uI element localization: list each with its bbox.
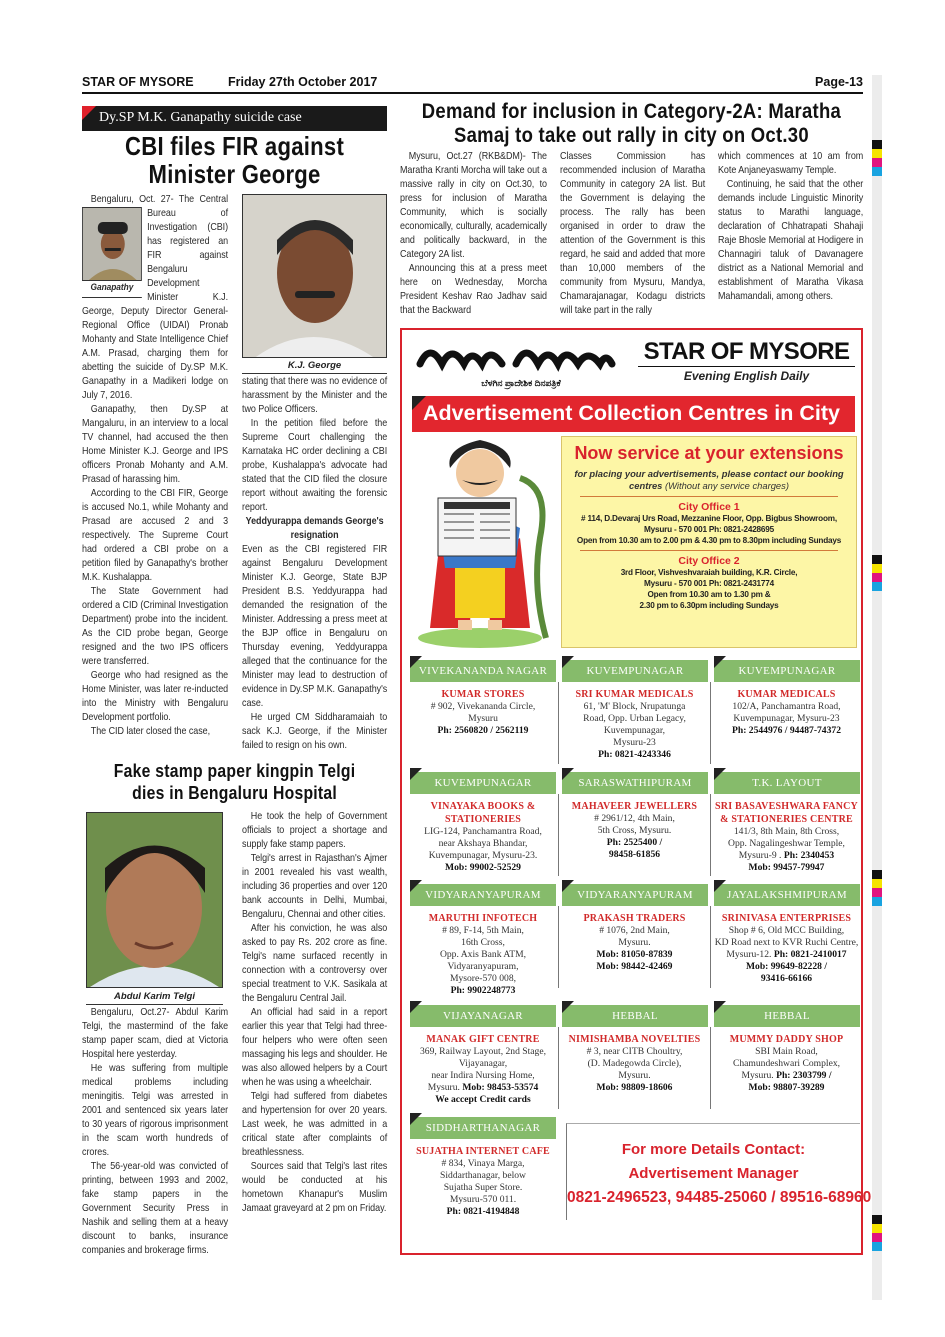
star-of-mysore-logo	[638, 338, 855, 384]
area-name: KUVEMPUNAGAR	[434, 777, 532, 789]
paragraph: Sources said that Telgi's last rites would be conducted at his hometown Khanapur's Muslim Jamaat graveyard at 2 pm on Friday.	[242, 1161, 388, 1214]
area-name: HEBBAL	[612, 1010, 658, 1022]
detail-text: # 2961/12, 4th Main,	[594, 813, 675, 824]
contact-phones: 0821-2496523, 94485-25060 / 89516-68960	[567, 1189, 872, 1206]
centre-detail-line	[713, 862, 860, 874]
centre-detail-line	[713, 961, 860, 973]
centre-detail-line	[713, 1058, 860, 1070]
centre-detail-line	[410, 961, 556, 973]
detail-text: LIG-124, Panchamantra Road,	[424, 826, 542, 837]
office-address-line: 3rd Floor, Vishveshvaraiah building, K.R. Circle,	[620, 568, 798, 577]
detail-text: # 89, F-14, 5th Main,	[442, 925, 524, 936]
centre-detail-line	[410, 1094, 556, 1106]
centre-detail-line	[713, 937, 860, 949]
detail-text: Mysuru-12.	[726, 949, 772, 960]
detail-phone: Ph: 9902248773	[450, 985, 516, 996]
kj-george-photo	[242, 194, 387, 358]
centre-detail-line	[713, 838, 860, 850]
centre-area	[410, 1117, 556, 1139]
detail-phone: Ph: 0821-2410017	[773, 949, 847, 960]
detail-phone: Mob: 98442-42469	[596, 961, 673, 972]
centre-detail-line	[713, 1082, 860, 1094]
office-hours: Open from 10.30 am to 1.30 pm &	[647, 590, 771, 599]
collection-centre	[562, 772, 708, 876]
detail-text: Mysuru-9 .	[738, 850, 782, 861]
photo-caption: Ganapathy	[82, 281, 142, 298]
detail-text: # 834, Vinaya Marga,	[441, 1158, 525, 1169]
mysooru-mithra-logo	[416, 336, 626, 389]
detail-phone: We accept Credit cards	[435, 1094, 531, 1105]
photo-caption: K.J. George	[242, 360, 387, 374]
paragraph: According to the CBI FIR, George is accused No.1, while Mohanty and Prasad are accused 2 and 3 respectively. The Supreme Court had ordered a CBI probe on a petition filed by Ganapathy's brother M.K. Kushalappa.	[82, 488, 229, 583]
centre-name: KUMAR MEDICALS	[737, 689, 836, 700]
paragraph: Telgi had suffered from diabetes and hypertension for over 20 years. Last week, he was admitted in a critical state after complaints of breathlessness.	[242, 1091, 388, 1158]
centre-detail-line	[410, 838, 556, 850]
detail-phone: Ph: 2560820 / 2562119	[437, 725, 529, 736]
centre-detail-line	[713, 1046, 860, 1058]
paragraph: Mysuru, Oct.27 (RKB&DM)- The Maratha Kranti Morcha will take out a massive rally in city on Oct.30, to press for inclusion of Maratha Community, which is socially economically, culturally, academically and politically backward, in the Category 2A list.	[400, 151, 547, 260]
centre-detail-line	[561, 1046, 708, 1058]
centre-area	[562, 1005, 708, 1027]
cbi-column-2	[242, 375, 387, 753]
detail-phone: Ph: 2544976 / 94487-74372	[732, 725, 841, 736]
centre-detail-line	[410, 1194, 556, 1206]
detail-text: Mysuru.	[741, 1070, 774, 1081]
centre-name: PRAKASH TRADERS	[583, 913, 686, 924]
detail-text: SBI Main Road,	[755, 1046, 818, 1057]
detail-text: Siddarthanagar, below	[440, 1170, 526, 1181]
centre-detail-line	[561, 825, 708, 837]
centre-name: KUMAR STORES	[441, 689, 525, 700]
service-notice-box	[561, 436, 857, 648]
detail-text: 61, 'M' Block, Nrupatunga	[583, 701, 686, 712]
telgi-photo-figure	[86, 812, 223, 1005]
telgi-photo	[86, 812, 223, 988]
centre-area	[410, 772, 556, 794]
centre-detail-line	[561, 925, 708, 937]
detail-phone: Mob: 81050-87839	[596, 949, 673, 960]
detail-text: Mysuru.	[427, 1082, 460, 1093]
collection-centre	[410, 1005, 556, 1106]
maratha-column-3	[718, 150, 863, 304]
paragraph: Bengaluru, Oct.27- Abdul Karim Telgi, the mastermind of the fake stamp paper scam, died at Victoria Hospital here yesterday.	[82, 1007, 229, 1060]
service-note: (Without any service charges)	[665, 480, 789, 491]
office-address-line: Mysuru - 570 001 Ph: 0821-2431774	[644, 579, 774, 588]
collection-centres-grid	[410, 660, 872, 1220]
collection-centre	[410, 884, 556, 997]
detail-phone: 93416-66166	[760, 973, 813, 984]
banner-text: Advertisement Collection Centres in City	[423, 401, 840, 425]
detail-text: Opp. Nagalingeshwar Temple,	[728, 838, 845, 849]
centre-area	[562, 660, 708, 682]
detail-text: Opp. Axis Bank ATM,	[439, 949, 527, 960]
centre-detail-line	[410, 862, 556, 874]
centre-detail-line	[561, 961, 708, 973]
centre-detail-line	[410, 701, 556, 713]
paragraph: which commences at 10 am from Kote Anjaneyaswamy Temple.	[718, 151, 864, 176]
detail-text: Vidyaranyapuram,	[447, 961, 519, 972]
centre-detail-line	[410, 1170, 556, 1182]
centre-detail-line	[561, 1058, 708, 1070]
detail-text: Vijayanagar,	[458, 1058, 508, 1069]
logo-text: STAR OF MYSORE	[638, 338, 855, 367]
detail-phone: Ph: 2340453	[783, 850, 835, 861]
centre-name: SRI BASAVESHWARA FANCY & STATIONERIES CENTRE	[715, 801, 858, 825]
paragraph: Bengaluru, Oct. 27- The Central Bureau of Investigation (CBI) has registered an FIR against Bengaluru Development Minister K.J. George, Deputy Director General-Regional Office (UIDAI) Pronab Mohanty and State Intelligence Chief A.M. Prasad, charging them for abetting the suicide of Dy.SP M.K. Ganapathy in a Madikeri lodge on July 7, 2016.	[82, 194, 229, 401]
ad-banner	[412, 396, 855, 432]
collection-centre	[410, 660, 556, 737]
cbi-column-1	[82, 193, 228, 739]
headline-line: CBI files FIR against	[125, 131, 345, 161]
print-registration-strip	[872, 75, 882, 1300]
centre-name: MAHAVEER JEWELLERS	[571, 801, 698, 812]
detail-text: Mysuru	[468, 713, 498, 724]
paragraph: Ganapathy, then Dy.SP at Mangaluru, in an interview to a local TV channel, had accused the then Home Minister K.J. George and IPS officers Pronab Mohanty and A.M. Prasad of harassing him.	[82, 404, 229, 485]
paragraph: In the petition filed before the Supreme Court challenging the Karnataka HC order declining a CBI probe, Kushalappa's advocate had stated that the CID filed the closure report without awaiting the forensic report.	[242, 418, 388, 513]
office-address-line: Mysuru - 570 001 Ph: 0821-2428695	[644, 525, 774, 534]
centre-detail-line	[561, 849, 708, 861]
paragraph: Telgi's arrest in Rajasthan's Ajmer in 2001 revealed his vast wealth, including 36 properties and over 120 bank accounts in Delhi, Mumbai, Bengaluru, Chennai and other cities.	[242, 853, 388, 920]
detail-text: near Akshaya Bhandar,	[438, 838, 528, 849]
centre-detail-line	[561, 937, 708, 949]
centre-detail-line	[410, 937, 556, 949]
detail-text: Kuvempunagar, Mysuru-23.	[428, 850, 538, 861]
centre-name: SRI KUMAR MEDICALS	[575, 689, 694, 700]
paragraph: Classes Commission has recommended inclusion of Maratha Community in category 2A list. But the Government is delaying the process. The rally has been organised in order to draw the attention of the Government is this regard, he said and added that more than 10,000 members of the community from Mysuru, Mandya, Chamarajanagar, Kodagu districts will take part in the rally	[560, 151, 706, 316]
detail-phone: Mob: 99457-79947	[748, 862, 825, 873]
centre-area	[410, 660, 556, 682]
area-name: KUVEMPUNAGAR	[738, 665, 836, 677]
centre-detail-line	[410, 1058, 556, 1070]
detail-text: Mysuru-570 011.	[449, 1194, 517, 1205]
headline-line: Fake stamp paper kingpin Telgi	[113, 760, 356, 781]
paper-name: STAR OF MYSORE	[82, 75, 194, 89]
detail-text: 5th Cross, Mysuru.	[597, 825, 672, 836]
paragraph: He urged CM Siddharamaiah to sack K.J. George, if the Minister failed to resign on his own.	[242, 712, 388, 751]
header-rule	[82, 92, 863, 94]
centre-name: NIMISHAMBA NOVELTIES	[568, 1034, 701, 1045]
centre-detail-line	[713, 701, 860, 713]
area-name: SARASWATHIPURAM	[578, 777, 692, 789]
detail-text: # 3, near CITB Choultry,	[586, 1046, 683, 1057]
centre-detail-line	[410, 1182, 556, 1194]
detail-text: Mysuru.	[618, 937, 651, 948]
centre-detail-line	[713, 949, 860, 961]
detail-text: 102/A, Panchamantra Road,	[732, 701, 841, 712]
area-name: T.K. LAYOUT	[752, 777, 822, 789]
office-address-line: # 114, D.Devaraj Urs Road, Mezzanine Floor, Opp. Bigbus Showroom,	[581, 514, 837, 523]
maratha-column-2	[560, 150, 705, 318]
detail-text: (D. Madegowda Circle),	[587, 1058, 682, 1069]
ganapathy-photo	[82, 207, 142, 281]
detail-text: 141/3, 8th Main, 8th Cross,	[733, 826, 840, 837]
service-title: Now service at your extensions	[574, 443, 844, 463]
centre-name: MANAK GIFT CENTRE	[426, 1034, 540, 1045]
paragraph: He took the help of Government officials to project a shortage and supply fake stamp papers.	[242, 811, 388, 850]
telgi-column-2	[242, 810, 387, 1216]
collection-centre	[410, 772, 556, 874]
paragraph: The 56-year-old was convicted of printing, between 1993 and 2002, fake stamp papers in the Government Security Press in Nashik and selling them at a heavy discount to banks, insurance companies and brokerage firms.	[82, 1161, 229, 1256]
headline-line: Demand for inclusion in Category-2A: Maratha	[421, 100, 842, 123]
contact-box	[566, 1123, 872, 1220]
centre-name: MARUTHI INFOTECH	[428, 913, 538, 924]
paragraph: An official had said in a report earlier this year that Telgi had three-four helpers who were often seen massaging his legs and shoulder. He was also allowed helpers by a Court when he was using a wheelchair.	[242, 1007, 388, 1088]
detail-phone: Mob: 98453-53574	[462, 1082, 539, 1093]
centre-area	[562, 772, 708, 794]
detail-text: # 1076, 2nd Main,	[599, 925, 670, 936]
detail-text: Kuvempunagar,	[603, 725, 666, 736]
paragraph: Announcing this at a press meet here on Wednesday, Morcha President Keshav Rao Jadhav said that the Backward	[400, 263, 547, 316]
centre-detail-line	[713, 973, 860, 985]
paragraph: George who had resigned as the Home Minister, was later re-inducted into the Ministry with Bengaluru Development portfolio.	[82, 670, 229, 723]
centre-area	[714, 772, 860, 794]
area-name: HEBBAL	[764, 1010, 810, 1022]
centre-name: MUMMY DADDY SHOP	[729, 1034, 844, 1045]
detail-text: 369, Railway Layout, 2nd Stage,	[419, 1046, 547, 1057]
contact-heading: For more Details Contact:	[621, 1141, 806, 1158]
ganapathy-photo-figure	[82, 207, 142, 298]
centre-detail-line	[713, 850, 860, 862]
paragraph: Even as the CBI registered FIR against Bengaluru Development Minister K.J. George, State BJP President B.S. Yeddyurappa had demanded the resignation of the Minister. Addressing a press meet at the BJP office in Bengaluru on Thursday evening, Yeddyurappa alleged that the continuance for the Minister may lead to destruction of evidence in Dy.SP M.K. Ganapathy's case.	[242, 544, 388, 709]
centre-area	[714, 660, 860, 682]
centre-detail-line	[410, 850, 556, 862]
kicker-text: Dy.SP M.K. Ganapathy suicide case	[99, 110, 302, 125]
area-name: VIDYARANYAPURAM	[425, 889, 541, 901]
centre-detail-line	[410, 973, 556, 985]
centre-detail-line	[410, 1046, 556, 1058]
detail-phone: Mob: 99002-52529	[445, 862, 521, 873]
centre-detail-line	[410, 1082, 556, 1094]
centre-detail-line	[410, 1158, 556, 1170]
centre-area	[410, 1005, 556, 1027]
logo-tagline: Evening English Daily	[683, 369, 810, 383]
detail-phone: Mob: 98809-18606	[596, 1082, 673, 1093]
centre-detail-line	[561, 1070, 708, 1082]
area-name: VIJAYANAGAR	[443, 1010, 523, 1022]
centre-name: VINAYAKA BOOKS & STATIONERIES	[430, 801, 536, 825]
detail-phone: Ph: 0821-4243346	[598, 749, 671, 760]
collection-centre	[562, 884, 708, 988]
detail-text: Sujatha Super Store.	[443, 1182, 523, 1193]
detail-phone: 98458-61856	[608, 849, 661, 860]
paragraph: After his conviction, he was also asked to pay Rs. 202 crore as fine. Telgi's name surfaced recently in connection with a controversy over special treatment to V.K. Sasikala at the Bengaluru Central Jail.	[242, 923, 388, 1004]
detail-text: Chamundeshwari Complex,	[732, 1058, 841, 1069]
centre-detail-line	[561, 1082, 708, 1094]
centre-detail-line	[561, 713, 708, 725]
centre-detail-line	[561, 737, 708, 749]
maratha-headline	[400, 100, 863, 148]
centre-name: SUJATHA INTERNET CAFE	[416, 1146, 550, 1157]
collection-centre	[714, 884, 860, 988]
centre-area	[410, 884, 556, 906]
centre-detail-line	[713, 1070, 860, 1082]
detail-text: 16th Cross,	[461, 937, 505, 948]
centre-detail-line	[410, 925, 556, 937]
page-number: Page-13	[815, 75, 863, 89]
paragraph: The CID later closed the case,	[90, 726, 211, 737]
detail-text: Road, Opp. Urban Legacy,	[583, 713, 686, 724]
centre-area	[562, 884, 708, 906]
detail-phone: Mob: 98807-39289	[748, 1082, 825, 1093]
centre-detail-line	[410, 725, 556, 737]
office-hours: 2.30 pm to 6.30pm including Sundays	[639, 601, 779, 610]
area-name: KUVEMPUNAGAR	[586, 665, 684, 677]
detail-phone: Ph: 2525400 /	[606, 837, 663, 848]
centre-detail-line	[713, 826, 860, 838]
paragraph: He was suffering from multiple medical problems including meningitis. Telgi was arrested in 2001 and sentenced six years later to 30 years of rigorous imprisonment in the scam worth hundreds of crores.	[82, 1063, 229, 1158]
detail-phone: Ph: 0821-4194848	[446, 1206, 520, 1217]
headline-line: dies in Bengaluru Hospital	[132, 782, 338, 803]
collection-centre	[714, 772, 860, 876]
collection-centre	[562, 660, 708, 764]
centre-detail-line	[561, 837, 708, 849]
centre-detail-line	[561, 813, 708, 825]
maratha-column-1	[400, 150, 547, 318]
cbi-headline	[82, 132, 387, 188]
city-office-2-title: City Office 2	[678, 555, 740, 567]
detail-phone: Ph: 2303799 /	[776, 1070, 832, 1081]
paragraph: The State Government had ordered a CID (Criminal Investigation Department) probe into the incident. As the CID probe began, George resigned and the two IPS officers were transferred.	[82, 586, 229, 667]
centre-detail-line	[410, 949, 556, 961]
detail-text: Kuvempunagar, Mysuru-23	[733, 713, 840, 724]
collection-centre	[714, 660, 860, 764]
detail-text: near Indira Nursing Home,	[431, 1070, 535, 1081]
cartoon-mascot-illustration	[410, 438, 558, 655]
collection-centre	[410, 1117, 556, 1218]
article-kicker	[82, 106, 387, 131]
paragraph: stating that there was no evidence of harassment by the Minister and the two Police Officers.	[242, 376, 388, 415]
advertisement-collection-centres	[400, 328, 872, 1255]
headline-line: Samaj to take out rally in city on Oct.30	[453, 124, 809, 147]
centre-detail-line	[713, 713, 860, 725]
telgi-column-1	[82, 1006, 228, 1258]
centre-detail-line	[410, 1070, 556, 1082]
centre-area	[714, 1005, 860, 1027]
centre-detail-line	[713, 725, 860, 737]
detail-text: Mysuru.	[618, 1070, 651, 1081]
centre-name: SRINIVASA ENTERPRISES	[721, 913, 852, 924]
detail-text: KD Road next to KVR Ruchi Centre,	[714, 937, 859, 948]
issue-date: Friday 27th October 2017	[228, 75, 378, 89]
area-name: VIVEKANANDA NAGAR	[418, 665, 548, 677]
photo-caption: Abdul Karim Telgi	[86, 991, 223, 1005]
centre-area	[714, 884, 860, 906]
paragraph: Continuing, he said that the other demands include Linguistic Minority status to Marathi language, declaration of Chhatrapati Shahaji Raje Bhosle Memorial at Hodigere in Channagiri taluk of Davanagere district as a National Memorial and establishment of Maratha Vikasa Mahamandali, among others.	[718, 179, 864, 302]
telgi-headline	[82, 760, 387, 804]
centre-detail-line	[561, 749, 708, 761]
service-intro: for placing your advertisements, please contact our booking centres	[574, 468, 844, 491]
headline-line: Minister George	[148, 159, 321, 189]
centre-detail-line	[561, 949, 708, 961]
area-name: VIDYARANYAPURAM	[577, 889, 693, 901]
area-name: SIDDHARTHANAGAR	[425, 1122, 541, 1134]
contact-role: Advertisement Manager	[628, 1165, 799, 1182]
detail-text: Mysore-570 008,	[449, 973, 517, 984]
kannada-tagline: ಬೆಳಗಿನ ಪ್ರಾದೇಶಿಕ ದಿನಪತ್ರಿಕೆ	[481, 378, 561, 388]
collection-centre	[562, 1005, 708, 1109]
city-office-1-title: City Office 1	[678, 501, 740, 513]
centre-detail-line	[561, 701, 708, 713]
centre-detail-line	[561, 725, 708, 737]
centre-detail-line	[410, 1206, 556, 1218]
centre-detail-line	[410, 985, 556, 997]
area-name: JAYALAKSHMIPURAM	[727, 889, 847, 901]
centre-detail-line	[713, 925, 860, 937]
detail-phone: Mob: 99649-82228 /	[745, 961, 827, 972]
centre-detail-line	[410, 826, 556, 838]
kj-george-photo-figure	[242, 194, 387, 374]
detail-text: Shop # 6, Old MCC Building,	[728, 925, 845, 936]
office-hours: Open from 10.30 am to 2.00 pm & 4.30 pm to 8.30pm including Sundays	[576, 536, 842, 545]
centre-detail-line	[410, 713, 556, 725]
detail-text: Mysuru-23	[613, 737, 656, 748]
subheading: Yeddyurappa demands George's resignation	[245, 516, 384, 541]
collection-centre	[714, 1005, 860, 1109]
detail-text: # 902, Vivekananda Circle,	[430, 701, 536, 712]
